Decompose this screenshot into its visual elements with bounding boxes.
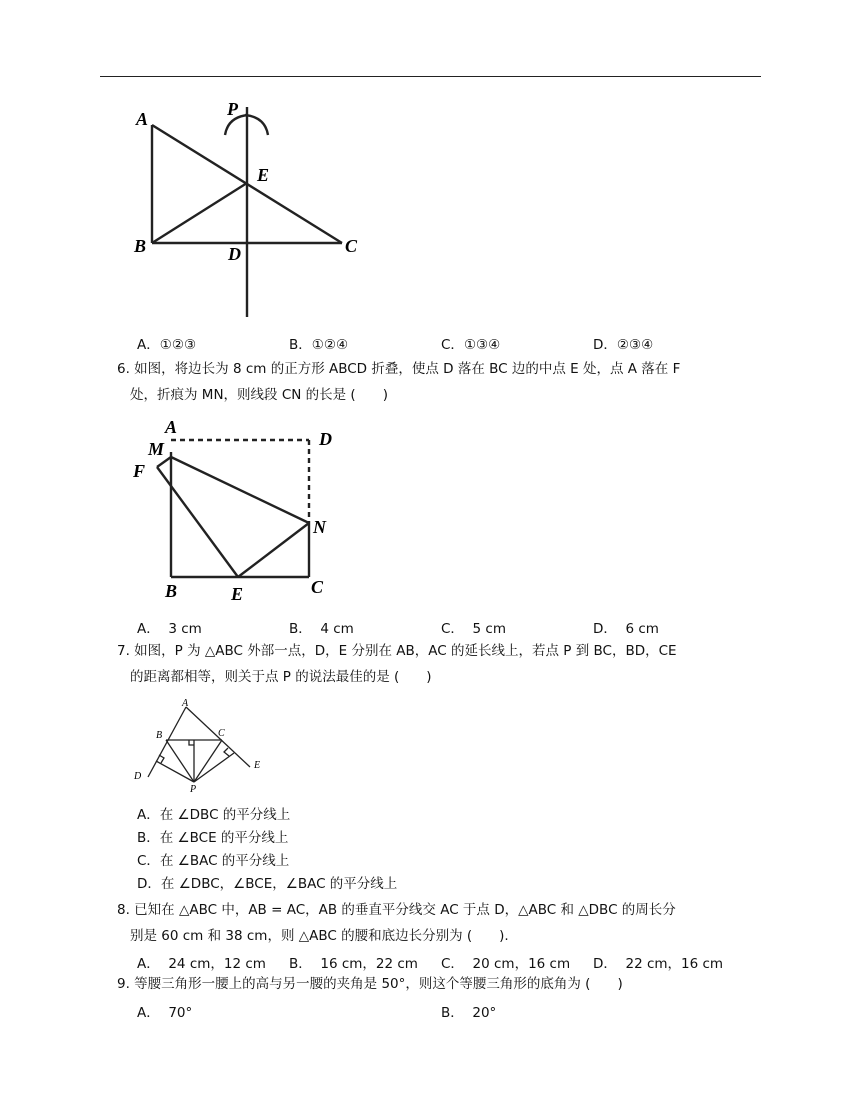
q5-figure	[120, 95, 380, 325]
q5-label-a: A	[136, 109, 149, 129]
q6-label-c: C	[311, 577, 324, 597]
q7-segment-bp	[166, 740, 194, 782]
q8-stem-line1: 8. 已知在 △ABC 中，AB = AC，AB 的垂直平分线交 AC 于点 D，△ABC 和 △DBC 的周长分	[117, 902, 676, 918]
q9-stem-line1: 9. 等腰三角形一腰上的高与另一腰的夹角是 50°，则这个等腰三角形的底角为 ( )	[117, 976, 623, 992]
q7-perp-to-ce	[194, 753, 234, 782]
q5-option-a[interactable]: A．①②③	[137, 337, 197, 353]
q7-label-d: D	[134, 771, 142, 782]
q9-option-b[interactable]: B． 20°	[441, 1005, 497, 1021]
q6-segment-ne	[238, 523, 309, 577]
q6-option-d[interactable]: D． 6 cm	[593, 621, 659, 637]
q6-option-a[interactable]: A． 3 cm	[137, 621, 202, 637]
q5-arc-right	[245, 115, 268, 135]
q5-label-d: D	[228, 244, 241, 264]
q7-right-angle-ce	[224, 748, 229, 756]
q8-stem-line2: 别是 60 cm 和 38 cm，则 △ABC 的腰和底边长分别为 ( ).	[130, 928, 509, 944]
q6-label-e: E	[231, 584, 244, 604]
q5-label-e: E	[257, 165, 270, 185]
q6-label-m: M	[148, 439, 165, 459]
q6-option-b[interactable]: B． 4 cm	[289, 621, 354, 637]
q5-label-p: P	[227, 99, 238, 119]
q7-figure	[130, 695, 280, 800]
header-rule	[100, 76, 761, 77]
q9-option-a[interactable]: A． 70°	[137, 1005, 193, 1021]
q6-stem-line1: 6. 如图，将边长为 8 cm 的正方形 ABCD 折叠，使点 D 落在 BC 边的中点 E 处，点 A 落在 F	[117, 361, 681, 377]
q6-label-d: D	[319, 429, 332, 449]
q7-option-b[interactable]: B．在 ∠BCE 的平分线上	[137, 830, 289, 846]
q7-label-p: P	[190, 784, 197, 795]
q6-label-n: N	[313, 517, 326, 537]
q5-label-b: B	[134, 236, 147, 256]
q7-label-a: A	[182, 698, 189, 709]
q8-option-a[interactable]: A． 24 cm，12 cm	[137, 956, 266, 972]
q6-label-b: B	[165, 581, 178, 601]
q6-label-f: F	[133, 461, 146, 481]
q6-option-c[interactable]: C． 5 cm	[441, 621, 506, 637]
q7-label-c: C	[218, 728, 225, 739]
q5-option-c[interactable]: C．①③④	[441, 337, 501, 353]
q7-perp-to-bd	[156, 761, 194, 782]
q7-option-a[interactable]: A．在 ∠DBC 的平分线上	[137, 807, 291, 823]
q6-stem-line2: 处，折痕为 MN，则线段 CN 的长是 ( )	[130, 387, 388, 403]
q8-option-b[interactable]: B． 16 cm，22 cm	[289, 956, 418, 972]
q6-figure	[125, 415, 355, 610]
q7-segment-cp	[194, 740, 222, 782]
q8-option-d[interactable]: D． 22 cm，16 cm	[593, 956, 724, 972]
q7-right-angle-bc	[189, 740, 194, 745]
q6-label-a: A	[165, 417, 178, 437]
q7-stem-line2: 的距离都相等，则关于点 P 的说法最佳的是 ( )	[130, 669, 432, 685]
q7-option-c[interactable]: C．在 ∠BAC 的平分线上	[137, 853, 290, 869]
q7-right-angle-bd	[159, 755, 164, 763]
q8-option-c[interactable]: C． 20 cm，16 cm	[441, 956, 571, 972]
q7-stem-line1: 7. 如图，P 为 △ABC 外部一点，D，E 分别在 AB，AC 的延长线上，若点 P 到 BC，BD，CE	[117, 643, 677, 659]
q7-label-b: B	[156, 730, 163, 741]
q5-option-b[interactable]: B．①②④	[289, 337, 349, 353]
q7-option-d[interactable]: D．在 ∠DBC，∠BCE，∠BAC 的平分线上	[137, 876, 398, 892]
q5-segment-be	[152, 183, 247, 243]
q7-label-e: E	[254, 760, 261, 771]
q5-option-d[interactable]: D．②③④	[593, 337, 654, 353]
q5-label-c: C	[345, 236, 358, 256]
